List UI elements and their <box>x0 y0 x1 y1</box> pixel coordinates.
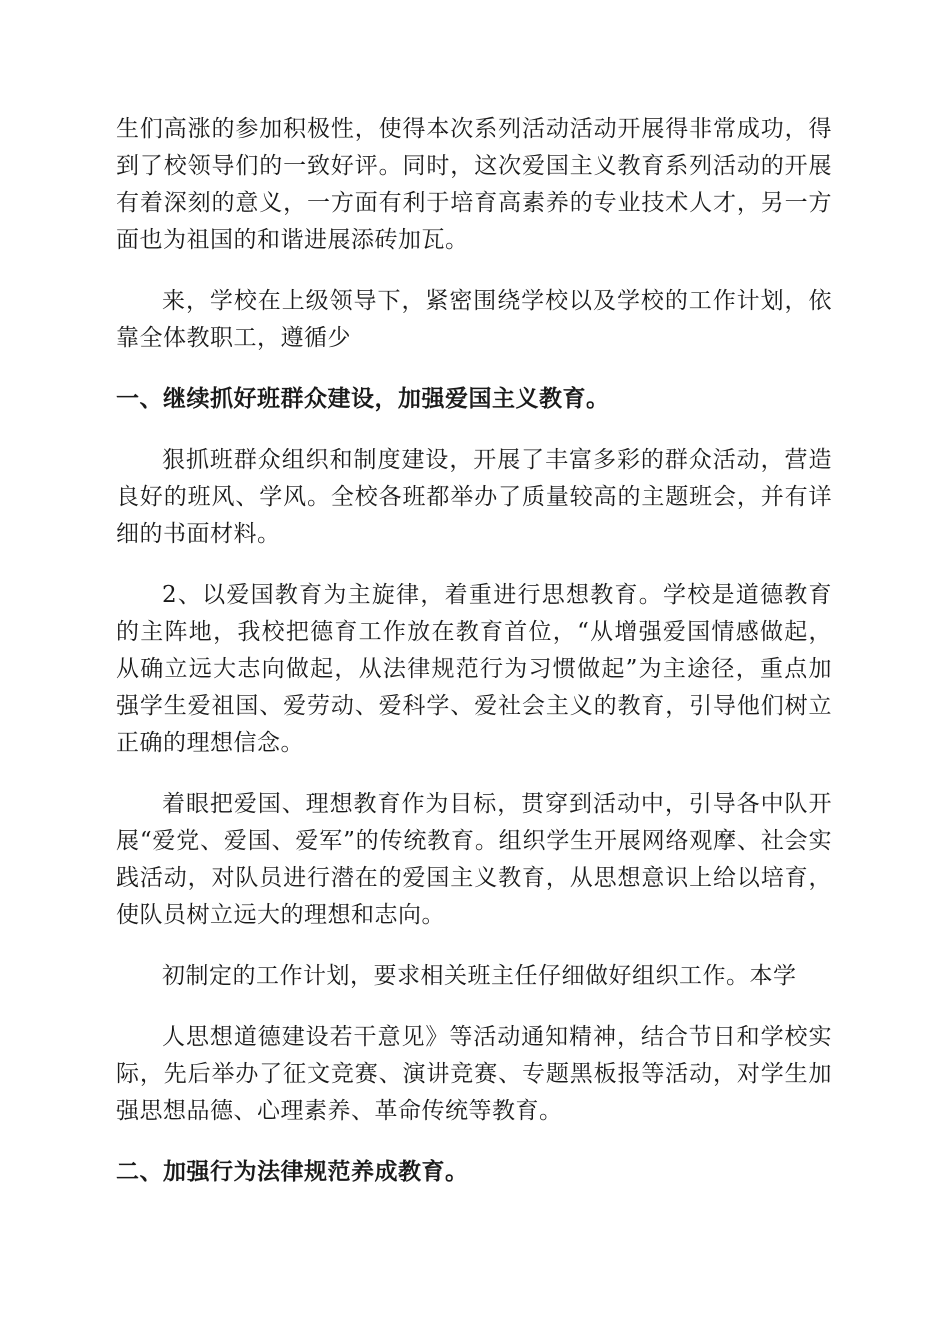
paragraph-patriotic-education: 2、以爱国教育为主旋律，着重进行思想教育。学校是道德教育的主阵地，我校把德育工作放在教育首位，“从增强爱国情感做起，从确立远大志向做起，从法律规范行为习惯做起”为主途径，重点加强学生爱祖国、爱劳动、爱科学、爱社会主义的教育，引导他们树立正确的理想信念。 <box>116 582 832 756</box>
section-heading-2: 二、加强行为法律规范养成教育。 <box>116 1159 469 1185</box>
section-heading-1: 一、继续抓好班群众建设，加强爱国主义教育。 <box>116 386 610 412</box>
paragraph-school-work: 来，学校在上级领导下，紧密围绕学校以及学校的工作计划，依靠全体教职工，遵循少 <box>116 288 832 351</box>
paragraph-ideal-education: 着眼把爱国、理想教育作为目标，贯穿到活动中，引导各中队开展“爱党、爱国、爱军”的传统教育。组织学生开展网络观摩、社会实践活动，对队员进行潜在的爱国主义教育，从思想意识上给以培育，使队员树立远大的理想和志向。 <box>116 791 832 928</box>
paragraph-intro-continuation: 生们高涨的参加积极性，使得本次系列活动活动开展得非常成功，得到了校领导们的一致好评。同时，这次爱国主义教育系列活动的开展有着深刻的意义，一方面有利于培育高素养的专业技术人才，另一方面也为祖国的和谐进展添砖加瓦。 <box>116 116 832 253</box>
paragraph-class-building: 狠抓班群众组织和制度建设，开展了丰富多彩的群众活动，营造良好的班风、学风。全校各班都举办了质量较高的主题班会，并有详细的书面材料。 <box>116 447 832 547</box>
paragraph-work-plan: 初制定的工作计划，要求相关班主任仔细做好组织工作。本学 <box>162 963 797 989</box>
paragraph-activities: 人思想道德建设若干意见》等活动通知精神，结合节日和学校实际，先后举办了征文竞赛、演讲竞赛、专题黑板报等活动，对学生加强思想品德、心理素养、革命传统等教育。 <box>116 1024 832 1124</box>
document-body <box>116 111 832 1215</box>
